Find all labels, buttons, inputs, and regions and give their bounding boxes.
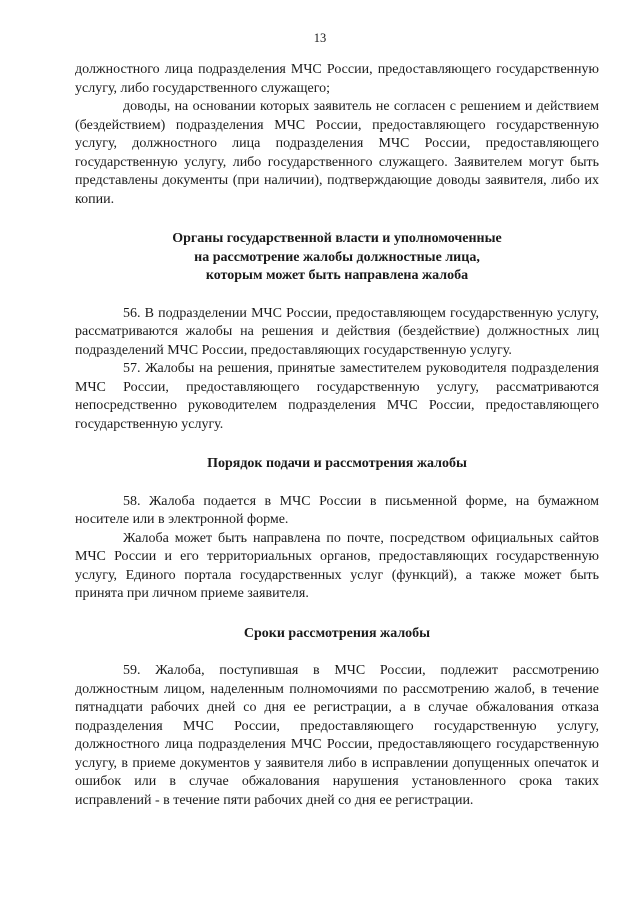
heading-line: которым может быть направлена жалоба xyxy=(205,268,469,283)
paragraph-56: 56. В подразделении МЧС России, предоставляющем государственную услугу, рассматриваются жалобы на решения и действия (бездействие) должностных лиц подразделений МЧС России, предоставляющих государственную услугу. xyxy=(75,305,599,358)
paragraph-57: 57. Жалобы на решения, принятые заместителем руководителя подразделения МЧС России, предоставляющего государственную услугу, рассматриваются непосредственно руководителем подразделения МЧС России, предоставляющего государственную услугу. xyxy=(75,361,599,432)
section-heading-procedure: Порядок подачи и рассмотрения жалобы xyxy=(207,456,467,471)
paragraph-58-channels: Жалоба может быть направлена по почте, посредством официальных сайтов МЧС России и его территориальных органов, предоставляющих государственную услугу, Единого портала государственных услуг (функций), а также может быть принята при личном приеме заявителя. xyxy=(75,530,599,601)
page-number: 13 xyxy=(313,31,327,45)
paragraph-58: 58. Жалоба подается в МЧС России в письменной форме, на бумажном носителе или в электронной форме. xyxy=(75,493,599,527)
section-heading-authorities xyxy=(75,230,599,286)
heading-line: на рассмотрение жалобы должностные лица, xyxy=(194,249,480,265)
paragraph-continuation: должностного лица подразделения МЧС России, предоставляющего государственную услугу, либо государственного служащего; xyxy=(75,62,599,96)
section-heading-deadlines: Сроки рассмотрения жалобы xyxy=(243,625,431,641)
document-body xyxy=(75,61,599,810)
heading-line: Органы государственной власти и уполномоченные xyxy=(172,231,502,246)
paragraph-59: 59. Жалоба, поступившая в МЧС России, подлежит рассмотрению должностным лицом, наделенным полномочиями по рассмотрению жалоб, в течение пятнадцати рабочих дней со дня ее регистрации, а в случае обжалования отказа подразделения МЧС России, предоставляющего государственную услугу, должностного лица подразделения МЧС России, предоставляющего государственную услугу, в приеме документов у заявителя либо в исправлении допущенных опечаток и ошибок или в случае обжалования нарушения установленного срока таких исправлений - в течение пяти рабочих дней со дня ее регистрации. xyxy=(75,663,599,808)
paragraph-arguments: доводы, на основании которых заявитель не согласен с решением и действием (бездействием) подразделения МЧС России, предоставляющего государственную услугу, должностного лица подразделения МЧС России, предоставляющего государственную услугу, либо государственного служащего. Заявителем могут быть представлены документы (при наличии), подтверждающие доводы заявителя, либо их копии. xyxy=(75,99,599,207)
